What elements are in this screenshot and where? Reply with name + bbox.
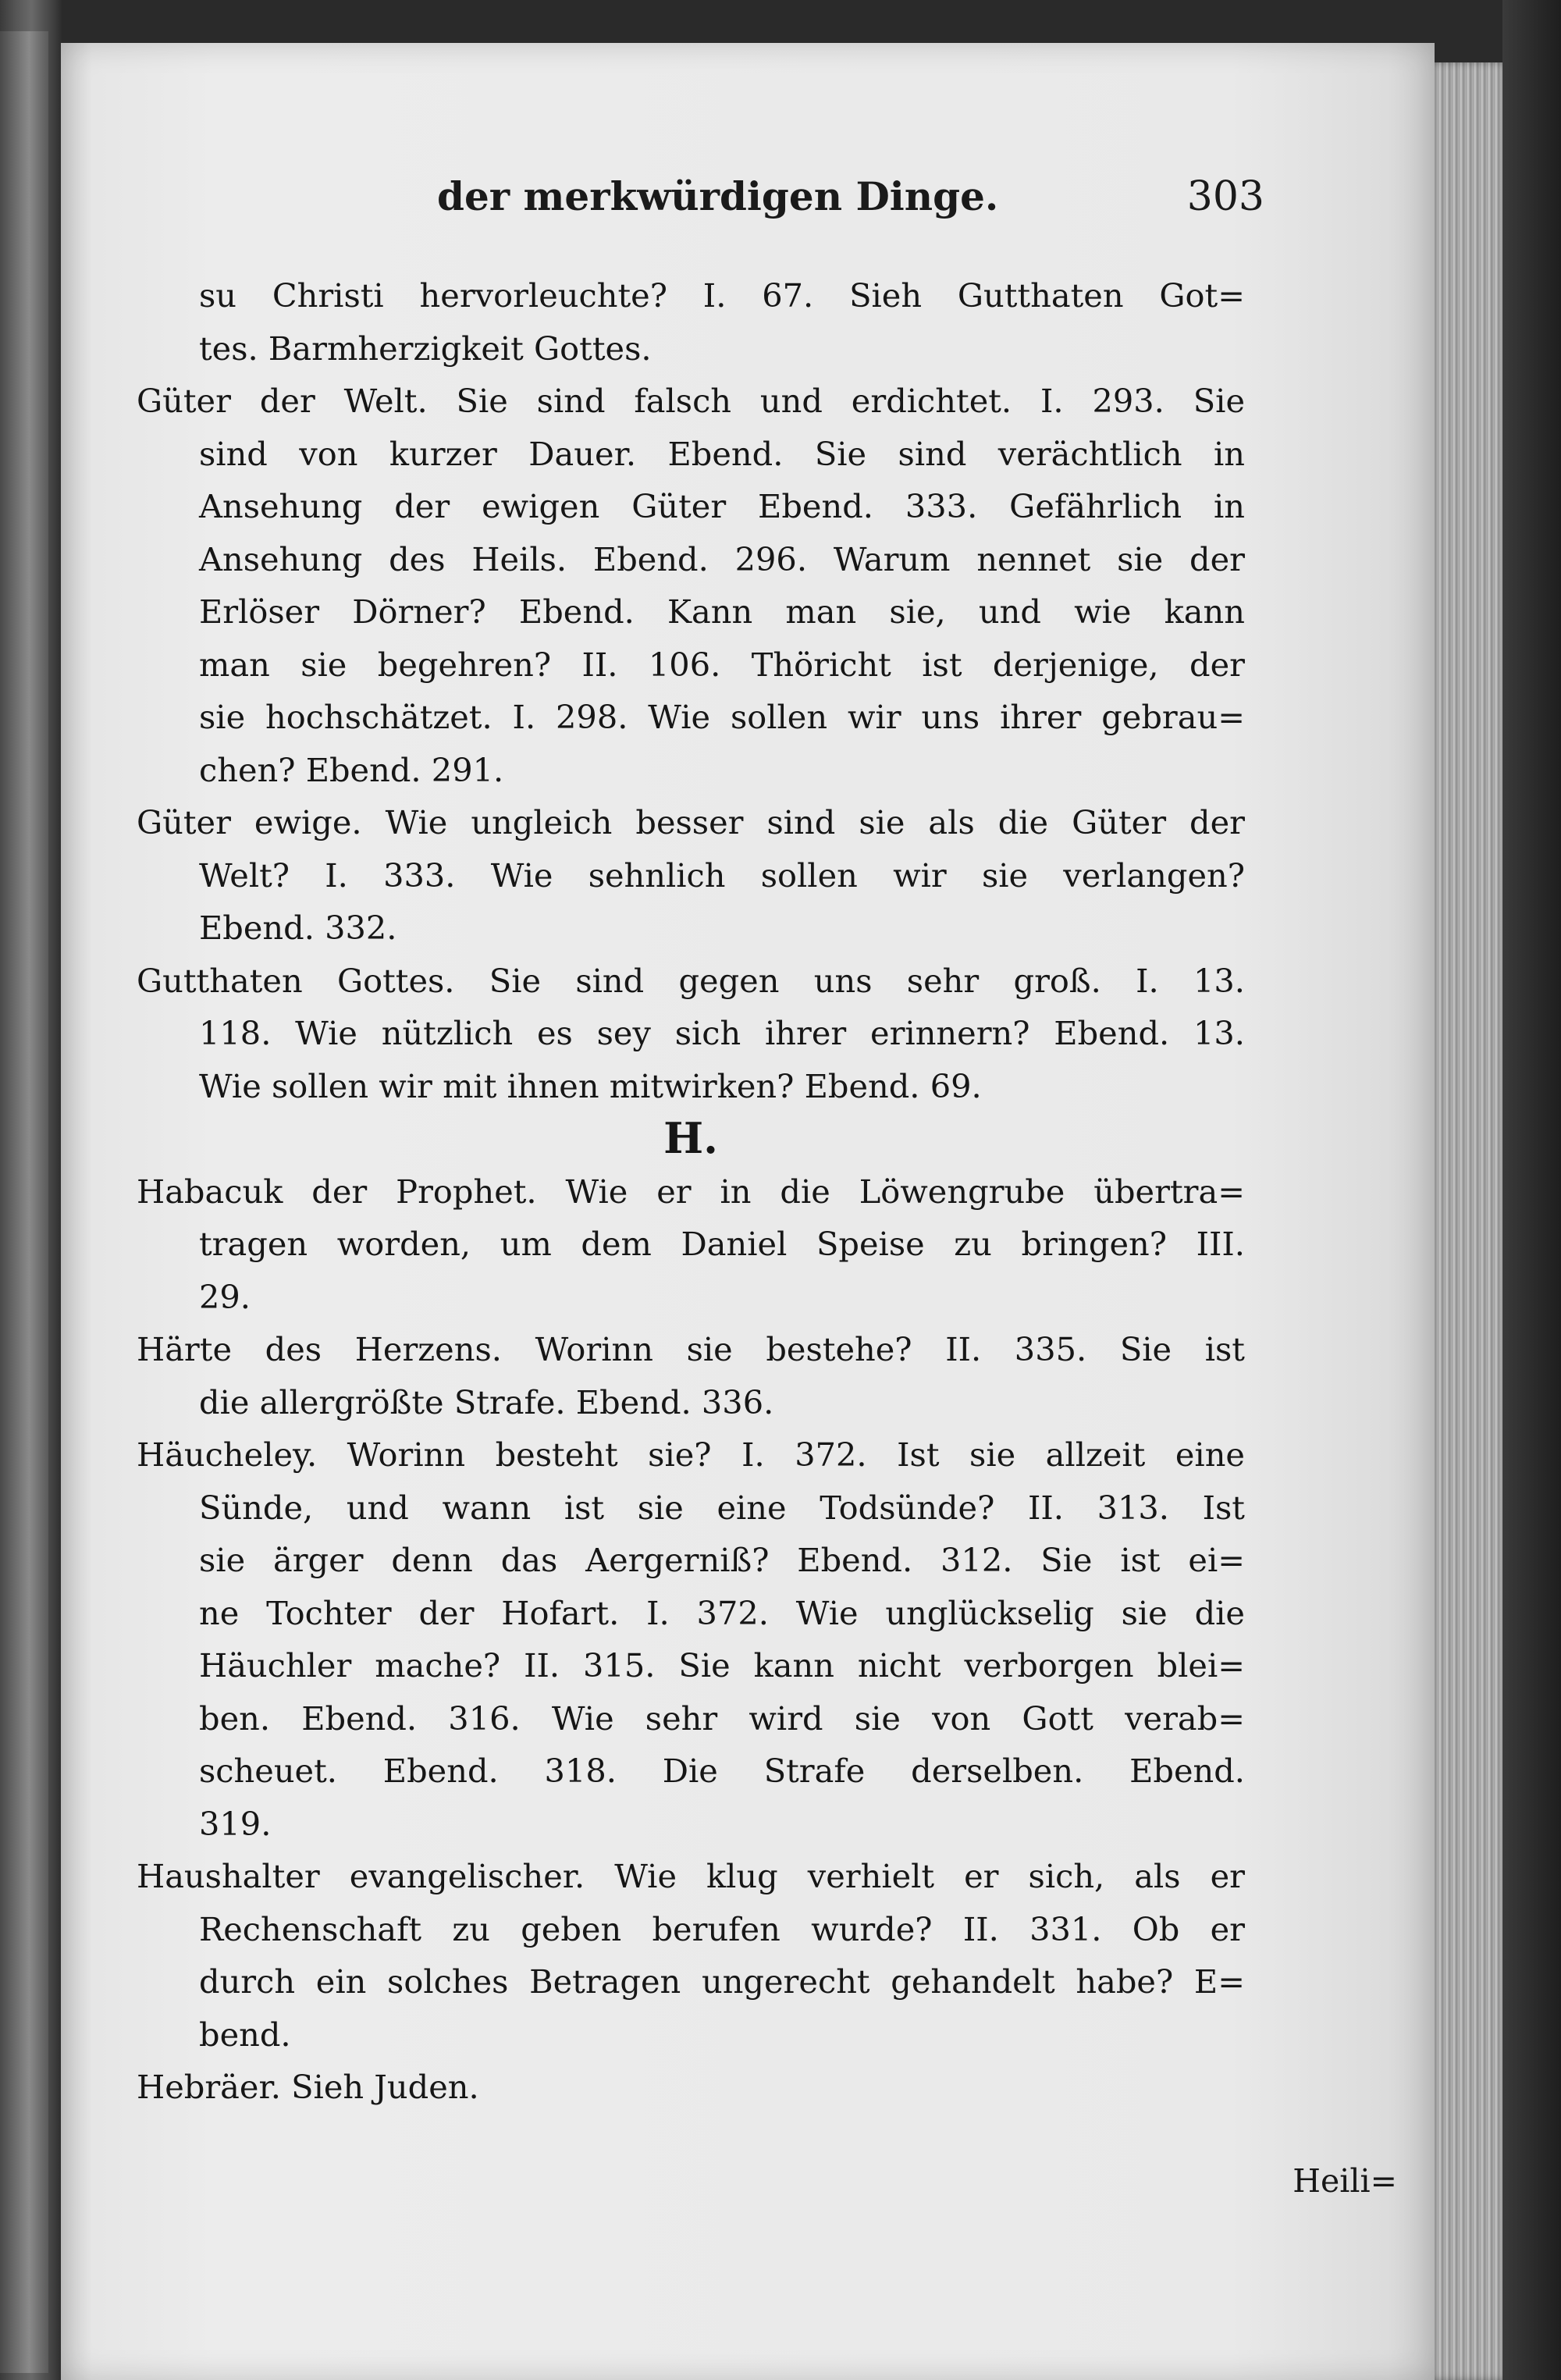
text-line: Welt? I. 333. Wie sehnlich sollen wir sie verlangen?: [199, 856, 1245, 895]
index-entry-line: Habacuk der Prophet. Wie er in die Löwengrube übertra=: [137, 1172, 1245, 1211]
text-line: Ansehung des Heils. Ebend. 296. Warum nennet sie der: [199, 539, 1245, 578]
text-line: 29.: [199, 1277, 251, 1316]
running-head: der merkwürdigen Dinge.: [437, 173, 999, 219]
page-number: 303: [1186, 173, 1264, 220]
text-line: scheuet. Ebend. 318. Die Strafe derselben. Ebend.: [199, 1752, 1245, 1790]
book-cover-edge: [1502, 0, 1561, 2380]
text-line: chen? Ebend. 291.: [199, 750, 504, 789]
section-letter: H.: [663, 1113, 718, 1163]
text-line: tes. Barmherzigkeit Gottes.: [199, 329, 652, 368]
text-line: sie hochschätzet. I. 298. Wie sollen wir uns ihrer gebrau=: [199, 698, 1245, 736]
text-line: durch ein solches Betragen ungerecht gehandelt habe? E=: [199, 1962, 1245, 2001]
text-line: Häuchler mache? II. 315. Sie kann nicht verborgen blei=: [199, 1646, 1245, 1684]
facing-page-edge: [0, 31, 48, 2373]
text-line: Ansehung der ewigen Güter Ebend. 333. Gefährlich in: [199, 487, 1245, 525]
index-text: [137, 269, 1245, 2114]
text-line: ben. Ebend. 316. Wie sehr wird sie von Gott verab=: [199, 1699, 1245, 1738]
index-entry-line: Haushalter evangelischer. Wie klug verhielt er sich, als er: [137, 1857, 1245, 1895]
text-line: su Christi hervorleuchte? I. 67. Sieh Gutthaten Got=: [199, 276, 1245, 315]
text-line: die allergrößte Strafe. Ebend. 336.: [199, 1382, 774, 1421]
text-line: Ebend. 332.: [199, 909, 397, 947]
index-entry-line: Härte des Herzens. Worinn sie bestehe? II. 335. Sie ist: [137, 1330, 1245, 1368]
index-entry-line: Gutthaten Gottes. Sie sind gegen uns sehr groß. I. 13.: [137, 961, 1245, 1000]
index-entry-line: Güter der Welt. Sie sind falsch und erdichtet. I. 293. Sie: [137, 382, 1245, 420]
index-entry-line: Hebräer. Sieh Juden.: [137, 2068, 479, 2106]
index-entry-line: Güter ewige. Wie ungleich besser sind sie als die Güter der: [137, 803, 1245, 841]
index-entry-line: Häucheley. Worinn besteht sie? I. 372. Ist sie allzeit eine: [137, 1435, 1245, 1474]
text-line: man sie begehren? II. 106. Thöricht ist derjenige, der: [199, 645, 1245, 684]
text-line: Wie sollen wir mit ihnen mitwirken? Ebend. 69.: [199, 1066, 982, 1105]
text-line: Erlöser Dörner? Ebend. Kann man sie, und wie kann: [199, 592, 1245, 631]
text-line: ne Tochter der Hofart. I. 372. Wie unglückselig sie die: [199, 1593, 1245, 1632]
text-line: tragen worden, um dem Daniel Speise zu bringen? III.: [199, 1225, 1245, 1263]
text-line: Rechenschaft zu geben berufen wurde? II. 331. Ob er: [199, 1909, 1245, 1948]
text-line: sind von kurzer Dauer. Ebend. Sie sind verächtlich in: [199, 434, 1245, 473]
text-line: Sünde, und wann ist sie eine Todsünde? II. 313. Ist: [199, 1488, 1245, 1527]
text-line: 319.: [199, 1804, 272, 1843]
text-line: 118. Wie nützlich es sey sich ihrer erinnern? Ebend. 13.: [199, 1014, 1245, 1052]
page-header: [437, 173, 1264, 236]
text-line: sie ärger denn das Aergerniß? Ebend. 312. Sie ist ei=: [199, 1541, 1245, 1579]
text-line: bend.: [199, 2015, 291, 2054]
catchword: Heili=: [1293, 2162, 1397, 2200]
